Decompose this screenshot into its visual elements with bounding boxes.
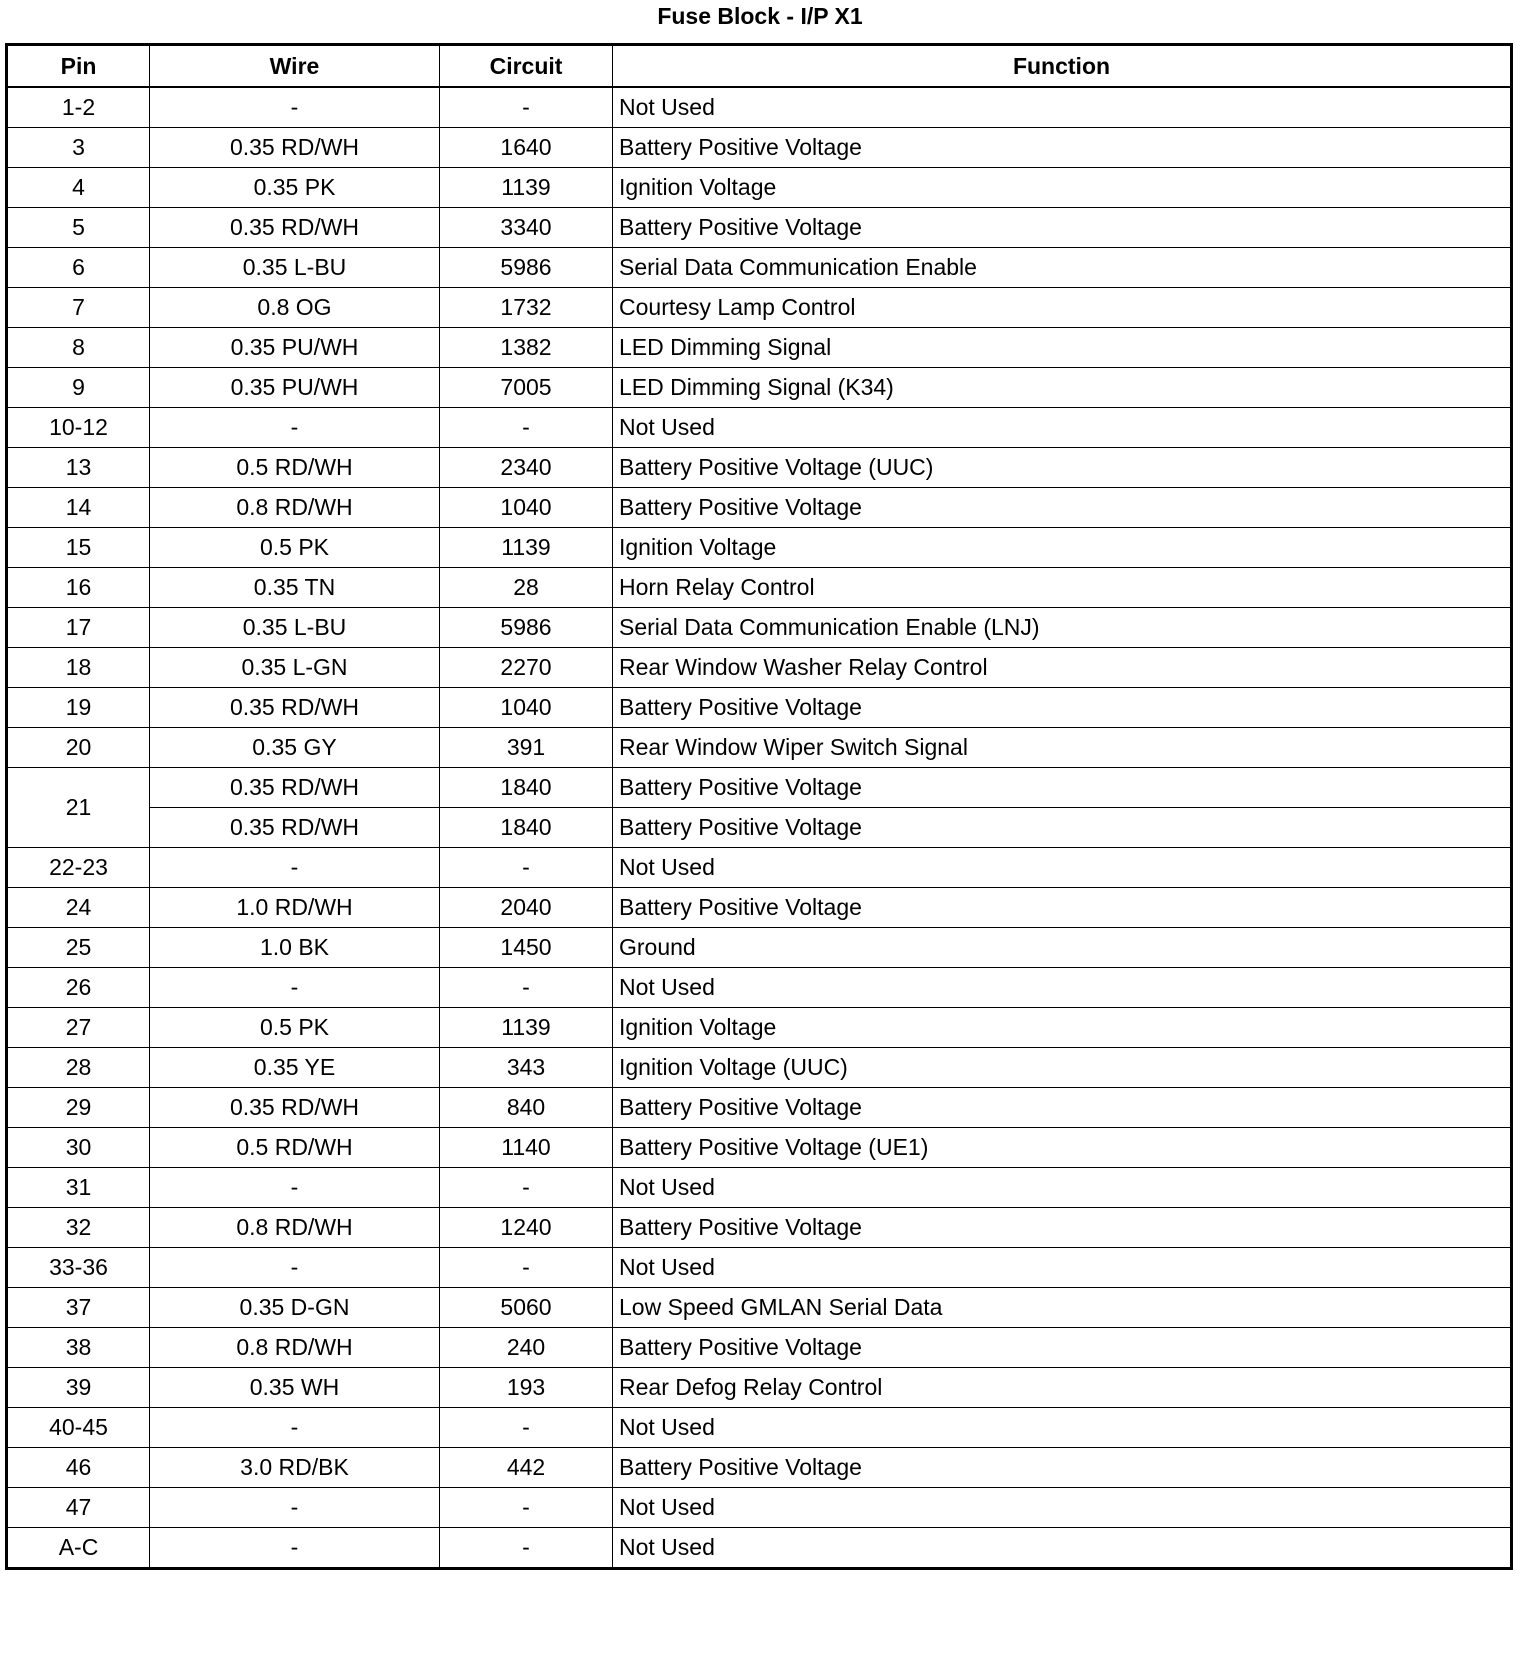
table-row [7,808,1512,848]
cell-function: Battery Positive Voltage [613,888,1512,928]
cell-function: Not Used [613,408,1512,448]
cell-circuit: - [440,408,613,448]
cell-wire: 0.5 RD/WH [150,448,440,488]
cell-wire: 0.35 RD/WH [150,1088,440,1128]
cell-wire: 0.35 RD/WH [150,768,440,808]
cell-circuit: 442 [440,1448,613,1488]
table-row [7,888,1512,928]
cell-wire: 0.35 RD/WH [150,208,440,248]
cell-pin: 47 [7,1488,150,1528]
cell-function: Not Used [613,848,1512,888]
cell-circuit: - [440,1248,613,1288]
cell-pin: 40-45 [7,1408,150,1448]
cell-pin: 3 [7,128,150,168]
cell-wire: - [150,1488,440,1528]
table-row [7,928,1512,968]
cell-wire: 0.5 PK [150,528,440,568]
cell-wire: 0.35 RD/WH [150,128,440,168]
cell-circuit: - [440,848,613,888]
cell-pin: 33-36 [7,1248,150,1288]
cell-function: Not Used [613,968,1512,1008]
cell-function: Courtesy Lamp Control [613,288,1512,328]
cell-pin: 7 [7,288,150,328]
cell-wire: 0.8 RD/WH [150,1328,440,1368]
cell-pin: 25 [7,928,150,968]
cell-function: Ignition Voltage [613,1008,1512,1048]
cell-circuit: 240 [440,1328,613,1368]
cell-function: Ground [613,928,1512,968]
cell-function: Not Used [613,1408,1512,1448]
cell-wire: 0.8 RD/WH [150,1208,440,1248]
cell-pin: 8 [7,328,150,368]
cell-circuit: 1450 [440,928,613,968]
table-body [7,87,1512,1569]
cell-function: Serial Data Communication Enable [613,248,1512,288]
cell-circuit: 3340 [440,208,613,248]
table-row [7,1448,1512,1488]
cell-pin: 37 [7,1288,150,1328]
cell-pin: 26 [7,968,150,1008]
cell-circuit: 1382 [440,328,613,368]
cell-pin: 5 [7,208,150,248]
header-row [7,45,1512,88]
cell-pin: 6 [7,248,150,288]
cell-circuit: - [440,87,613,128]
cell-function: Not Used [613,1488,1512,1528]
cell-function: Ignition Voltage [613,168,1512,208]
cell-pin: 38 [7,1328,150,1368]
table-row [7,248,1512,288]
table-row [7,1248,1512,1288]
column-header-function: Function [613,45,1512,88]
cell-circuit: 1240 [440,1208,613,1248]
table-row [7,328,1512,368]
table-row [7,1208,1512,1248]
cell-function: Not Used [613,1248,1512,1288]
cell-wire: - [150,1168,440,1208]
table-row [7,208,1512,248]
table-row [7,768,1512,808]
cell-wire: 0.35 PK [150,168,440,208]
cell-wire: 0.8 OG [150,288,440,328]
cell-pin: 16 [7,568,150,608]
cell-circuit: 1040 [440,688,613,728]
cell-circuit: 2040 [440,888,613,928]
cell-wire: 1.0 BK [150,928,440,968]
cell-function: Battery Positive Voltage (UUC) [613,448,1512,488]
cell-pin: 22-23 [7,848,150,888]
cell-wire: 0.35 D-GN [150,1288,440,1328]
cell-function: Battery Positive Voltage [613,1088,1512,1128]
cell-wire: 0.35 RD/WH [150,688,440,728]
cell-function: Ignition Voltage (UUC) [613,1048,1512,1088]
table-row [7,448,1512,488]
table-row [7,408,1512,448]
document-title: Fuse Block - I/P X1 [657,3,863,29]
cell-pin: 19 [7,688,150,728]
cell-pin: A-C [7,1528,150,1569]
cell-wire: 0.35 GY [150,728,440,768]
cell-pin: 18 [7,648,150,688]
cell-function: Rear Defog Relay Control [613,1368,1512,1408]
cell-pin: 10-12 [7,408,150,448]
cell-wire: 0.35 L-GN [150,648,440,688]
table-row [7,608,1512,648]
cell-circuit: 1840 [440,808,613,848]
connector-pinout-table [5,43,1513,1570]
cell-wire: 0.5 PK [150,1008,440,1048]
cell-function: LED Dimming Signal [613,328,1512,368]
cell-function: Battery Positive Voltage [613,808,1512,848]
table-row [7,1048,1512,1088]
cell-function: Serial Data Communication Enable (LNJ) [613,608,1512,648]
cell-circuit: - [440,1488,613,1528]
cell-circuit: 7005 [440,368,613,408]
cell-wire: - [150,1528,440,1569]
table-row [7,1008,1512,1048]
cell-circuit: - [440,1168,613,1208]
cell-circuit: - [440,1528,613,1569]
cell-circuit: 1640 [440,128,613,168]
table-row [7,368,1512,408]
table-row [7,87,1512,128]
table-row [7,288,1512,328]
cell-pin: 27 [7,1008,150,1048]
cell-pin: 14 [7,488,150,528]
cell-circuit: 1139 [440,168,613,208]
table-row [7,848,1512,888]
cell-function: Not Used [613,1168,1512,1208]
table-header [7,45,1512,88]
cell-function: Battery Positive Voltage [613,128,1512,168]
cell-function: Battery Positive Voltage [613,688,1512,728]
cell-pin: 21 [7,768,150,848]
cell-wire: - [150,1248,440,1288]
cell-wire: 0.35 L-BU [150,248,440,288]
cell-pin: 28 [7,1048,150,1088]
column-header-wire: Wire [150,45,440,88]
cell-function: Battery Positive Voltage [613,1328,1512,1368]
cell-wire: - [150,968,440,1008]
cell-wire: 0.35 YE [150,1048,440,1088]
cell-pin: 39 [7,1368,150,1408]
cell-pin: 15 [7,528,150,568]
cell-wire: 1.0 RD/WH [150,888,440,928]
table-row [7,168,1512,208]
cell-function: Ignition Voltage [613,528,1512,568]
cell-wire: - [150,87,440,128]
column-header-pin: Pin [7,45,150,88]
cell-function: Battery Positive Voltage [613,208,1512,248]
cell-wire: - [150,848,440,888]
cell-function: Rear Window Wiper Switch Signal [613,728,1512,768]
cell-function: Battery Positive Voltage [613,1448,1512,1488]
cell-circuit: 343 [440,1048,613,1088]
cell-circuit: 193 [440,1368,613,1408]
cell-pin: 13 [7,448,150,488]
cell-pin: 17 [7,608,150,648]
table-row [7,1288,1512,1328]
cell-function: Not Used [613,87,1512,128]
cell-circuit: 1139 [440,528,613,568]
cell-circuit: - [440,1408,613,1448]
cell-function: Battery Positive Voltage [613,1208,1512,1248]
cell-circuit: 1040 [440,488,613,528]
cell-wire: 0.35 RD/WH [150,808,440,848]
cell-wire: 0.35 WH [150,1368,440,1408]
cell-function: Low Speed GMLAN Serial Data [613,1288,1512,1328]
cell-function: Rear Window Washer Relay Control [613,648,1512,688]
cell-pin: 9 [7,368,150,408]
cell-function: Battery Positive Voltage [613,488,1512,528]
table-row [7,688,1512,728]
cell-pin: 1-2 [7,87,150,128]
cell-circuit: 1840 [440,768,613,808]
table-row [7,648,1512,688]
cell-wire: 0.35 TN [150,568,440,608]
cell-wire: 0.5 RD/WH [150,1128,440,1168]
cell-circuit: 28 [440,568,613,608]
table-row [7,488,1512,528]
table-row [7,728,1512,768]
table-row [7,1088,1512,1128]
cell-circuit: 1732 [440,288,613,328]
cell-circuit: 5060 [440,1288,613,1328]
table-row [7,968,1512,1008]
cell-function: Not Used [613,1528,1512,1569]
cell-wire: - [150,408,440,448]
cell-function: Battery Positive Voltage [613,768,1512,808]
table-row [7,1168,1512,1208]
cell-function: LED Dimming Signal (K34) [613,368,1512,408]
table-row [7,568,1512,608]
table-row [7,1328,1512,1368]
cell-pin: 24 [7,888,150,928]
table-row [7,1528,1512,1569]
cell-pin: 30 [7,1128,150,1168]
cell-pin: 46 [7,1448,150,1488]
cell-wire: 3.0 RD/BK [150,1448,440,1488]
cell-circuit: 391 [440,728,613,768]
cell-wire: 0.8 RD/WH [150,488,440,528]
table-row [7,1128,1512,1168]
cell-pin: 4 [7,168,150,208]
table-row [7,528,1512,568]
cell-circuit: 5986 [440,608,613,648]
table-row [7,1408,1512,1448]
cell-pin: 29 [7,1088,150,1128]
cell-circuit: 2270 [440,648,613,688]
cell-wire: 0.35 PU/WH [150,368,440,408]
cell-function: Horn Relay Control [613,568,1512,608]
cell-wire: 0.35 L-BU [150,608,440,648]
cell-circuit: 840 [440,1088,613,1128]
cell-circuit: 5986 [440,248,613,288]
table-row [7,1488,1512,1528]
cell-pin: 32 [7,1208,150,1248]
cell-circuit: 2340 [440,448,613,488]
cell-wire: - [150,1408,440,1448]
column-header-circuit: Circuit [440,45,613,88]
table-row [7,128,1512,168]
cell-circuit: 1140 [440,1128,613,1168]
table-row [7,1368,1512,1408]
cell-pin: 31 [7,1168,150,1208]
cell-circuit: - [440,968,613,1008]
cell-function: Battery Positive Voltage (UE1) [613,1128,1512,1168]
cell-pin: 20 [7,728,150,768]
cell-wire: 0.35 PU/WH [150,328,440,368]
cell-circuit: 1139 [440,1008,613,1048]
